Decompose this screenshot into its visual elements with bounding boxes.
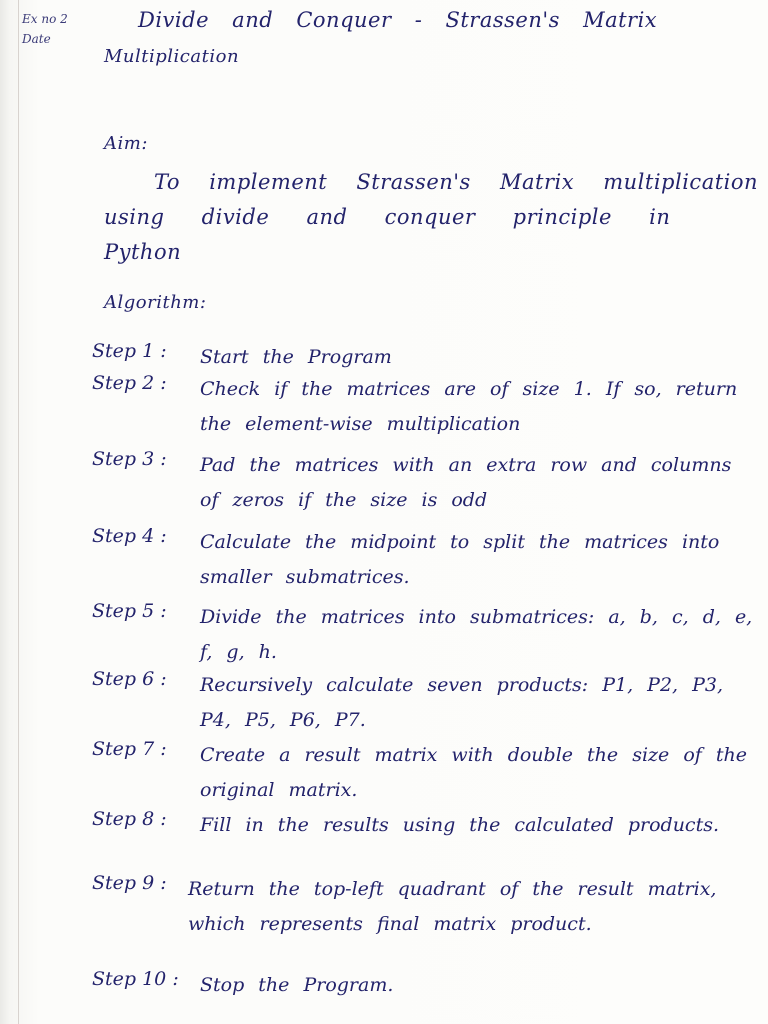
aim-text-line: To implement Strassen's Matrix multiplication — [154, 170, 759, 194]
page-title: Divide and Conquer - Strassen's Matrix — [138, 8, 658, 32]
step-text: Pad the matrices with an extra row and columns of zeros if the size is odd — [200, 454, 732, 511]
step-text: Fill in the results using the calculated products. — [200, 814, 719, 836]
step-text: Stop the Program. — [200, 974, 394, 996]
exercise-number: Ex no 2 — [22, 12, 68, 26]
step-text: Calculate the midpoint to split the matrices into smaller submatrices. — [200, 531, 720, 588]
margin-line — [18, 0, 19, 1024]
step-label: Step 8 : — [92, 808, 167, 830]
step-text: Check if the matrices are of size 1. If so, return the element-wise multiplication — [200, 378, 738, 435]
step-text: Return the top-left quadrant of the result matrix, which represents final matrix product. — [188, 878, 717, 935]
step-label: Step 6 : — [92, 668, 167, 690]
step-label: Step 7 : — [92, 738, 167, 760]
step-text: Start the Program — [200, 346, 392, 368]
step-label: Step 10 : — [92, 968, 179, 990]
page-title-continued: Multiplication — [104, 46, 240, 67]
aim-heading: Aim: — [104, 133, 148, 154]
step-label: Step 9 : — [92, 872, 167, 894]
step-text: Recursively calculate seven products: P1, P2, P3, P4, P5, P6, P7. — [200, 674, 724, 731]
aim-text-line: using divide and conquer principle in — [104, 205, 671, 229]
step-label: Step 5 : — [92, 600, 167, 622]
step-text: Divide the matrices into submatrices: a, b, c, d, e, f, g, h. — [200, 606, 753, 663]
date-label: Date — [22, 32, 51, 46]
step-label: Step 1 : — [92, 340, 167, 362]
step-text: Create a result matrix with double the size of the original matrix. — [200, 744, 747, 801]
aim-text-line: Python — [104, 240, 182, 264]
algorithm-heading: Algorithm: — [104, 292, 207, 313]
step-label: Step 2 : — [92, 372, 167, 394]
step-label: Step 4 : — [92, 525, 167, 547]
step-label: Step 3 : — [92, 448, 167, 470]
